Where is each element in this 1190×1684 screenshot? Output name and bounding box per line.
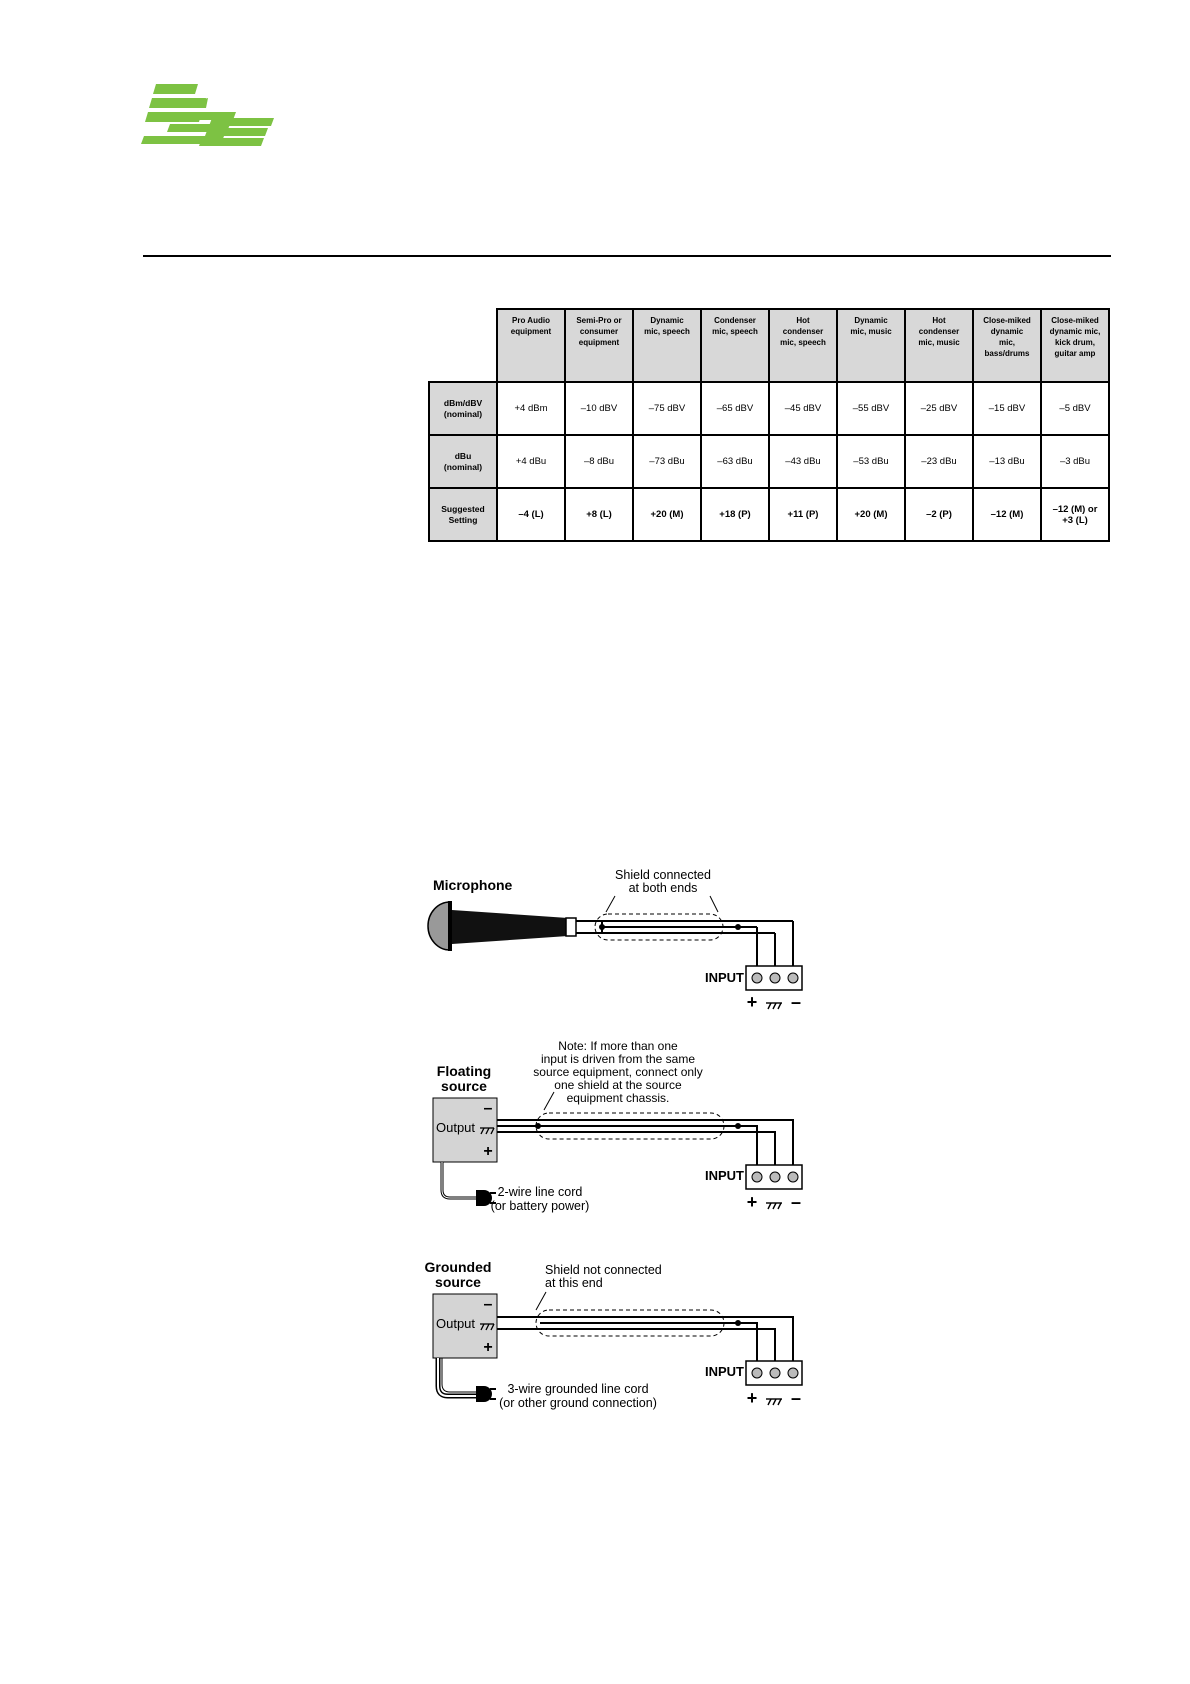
- table-cell: +18 (P): [701, 488, 769, 541]
- table-cell: +20 (M): [633, 488, 701, 541]
- table-cell: –55 dBV: [837, 382, 905, 435]
- table-cell: –5 dBV: [1041, 382, 1109, 435]
- ground-icon: [766, 1003, 782, 1009]
- wiring-diagram: [420, 860, 820, 1420]
- column-header: Close-miked dynamic mic, bass/drums: [973, 309, 1041, 382]
- column-header: Hot condenser mic, speech: [769, 309, 837, 382]
- table-row-nominal-dbm: [429, 382, 1109, 435]
- column-header: Pro Audio equipment: [497, 309, 565, 382]
- input-label: INPUT: [705, 1168, 744, 1183]
- microphone-icon: [428, 901, 576, 951]
- row-header: dBm/dBV (nominal): [429, 382, 497, 435]
- ground-icon: [766, 1203, 782, 1209]
- svg-text:–: –: [790, 992, 802, 1012]
- column-header: Dynamic mic, speech: [633, 309, 701, 382]
- table-cell: –3 dBu: [1041, 435, 1109, 488]
- grounded-source-section: [425, 1259, 802, 1410]
- svg-text:+: +: [483, 1143, 493, 1160]
- table-cell: +4 dBm: [497, 382, 565, 435]
- table-cell: –4 (L): [497, 488, 565, 541]
- column-header: Close-miked dynamic mic, kick drum, guitar amp: [1041, 309, 1109, 382]
- header-rule: [143, 255, 1111, 257]
- shield-note-line: at this end: [545, 1276, 603, 1290]
- grounded-title: source: [435, 1274, 481, 1290]
- table-cell: –8 dBu: [565, 435, 633, 488]
- table-cell: –43 dBu: [769, 435, 837, 488]
- table-cell: –75 dBV: [633, 382, 701, 435]
- output-label: Output: [436, 1120, 476, 1135]
- floating-note-line: input is driven from the same: [540, 1052, 696, 1066]
- table-cell: –10 dBV: [565, 382, 633, 435]
- table-cell: –2 (P): [905, 488, 973, 541]
- table-cell: –13 dBu: [973, 435, 1041, 488]
- floating-source-section: [433, 1039, 802, 1213]
- cord-note-line: 2-wire line cord: [497, 1185, 583, 1199]
- svg-text:+: +: [746, 1388, 758, 1408]
- table-row-nominal-dbu: [429, 435, 1109, 488]
- svg-text:+: +: [746, 1192, 758, 1212]
- input-label: INPUT: [705, 970, 744, 985]
- table-header-row: [429, 309, 1109, 382]
- plug-icon: [476, 1386, 496, 1402]
- shield-note-line: Shield not connected: [545, 1263, 662, 1277]
- table-cell: +20 (M): [837, 488, 905, 541]
- floating-note-line: one shield at the source: [554, 1078, 682, 1092]
- shield-note-line: Shield connected: [615, 868, 711, 882]
- svg-text:+: +: [746, 992, 758, 1012]
- table-cell: –12 (M) or +3 (L): [1041, 488, 1109, 541]
- cord-note-line: (or other ground connection): [499, 1396, 657, 1410]
- floating-note-line: equipment chassis.: [566, 1091, 670, 1105]
- svg-text:–: –: [483, 1296, 493, 1313]
- table-cell: +8 (L): [565, 488, 633, 541]
- svg-text:–: –: [790, 1192, 802, 1212]
- table-cell: +11 (P): [769, 488, 837, 541]
- floating-title: source: [441, 1078, 487, 1094]
- table-corner: [429, 309, 497, 382]
- floating-note-line: Note: If more than one: [558, 1039, 678, 1053]
- column-header: Condenser mic, speech: [701, 309, 769, 382]
- column-header: Semi-Pro or consumer equipment: [565, 309, 633, 382]
- svg-text:–: –: [790, 1388, 802, 1408]
- cord-note-line: 3-wire grounded line cord: [507, 1382, 649, 1396]
- grounded-title: Grounded: [424, 1259, 492, 1275]
- cord-note-line: (or battery power): [490, 1199, 590, 1213]
- table-cell: –53 dBu: [837, 435, 905, 488]
- column-header: Hot condenser mic, music: [905, 309, 973, 382]
- column-header: Dynamic mic, music: [837, 309, 905, 382]
- table-row-suggested-setting: [429, 488, 1109, 541]
- table-cell: –73 dBu: [633, 435, 701, 488]
- svg-text:–: –: [483, 1100, 493, 1117]
- table-cell: –63 dBu: [701, 435, 769, 488]
- table-cell: –25 dBV: [905, 382, 973, 435]
- bss-logo: [140, 82, 274, 146]
- microphone-title: Microphone: [433, 877, 513, 893]
- output-label: Output: [436, 1316, 476, 1331]
- table-cell: –15 dBV: [973, 382, 1041, 435]
- shield-note-line: at both ends: [628, 881, 698, 895]
- row-header: Suggested Setting: [429, 488, 497, 541]
- row-header: dBu (nominal): [429, 435, 497, 488]
- input-label: INPUT: [705, 1364, 744, 1379]
- table-cell: –65 dBV: [701, 382, 769, 435]
- microphone-section: [428, 868, 802, 1012]
- table-cell: +4 dBu: [497, 435, 565, 488]
- table-cell: –45 dBV: [769, 382, 837, 435]
- table-cell: –12 (M): [973, 488, 1041, 541]
- table-cell: –23 dBu: [905, 435, 973, 488]
- floating-title: Floating: [436, 1063, 492, 1079]
- input-level-table: [428, 308, 1110, 542]
- floating-note-line: source equipment, connect only: [533, 1065, 703, 1079]
- logo-mark: [141, 84, 274, 146]
- svg-text:+: +: [483, 1339, 493, 1356]
- ground-icon: [766, 1399, 782, 1405]
